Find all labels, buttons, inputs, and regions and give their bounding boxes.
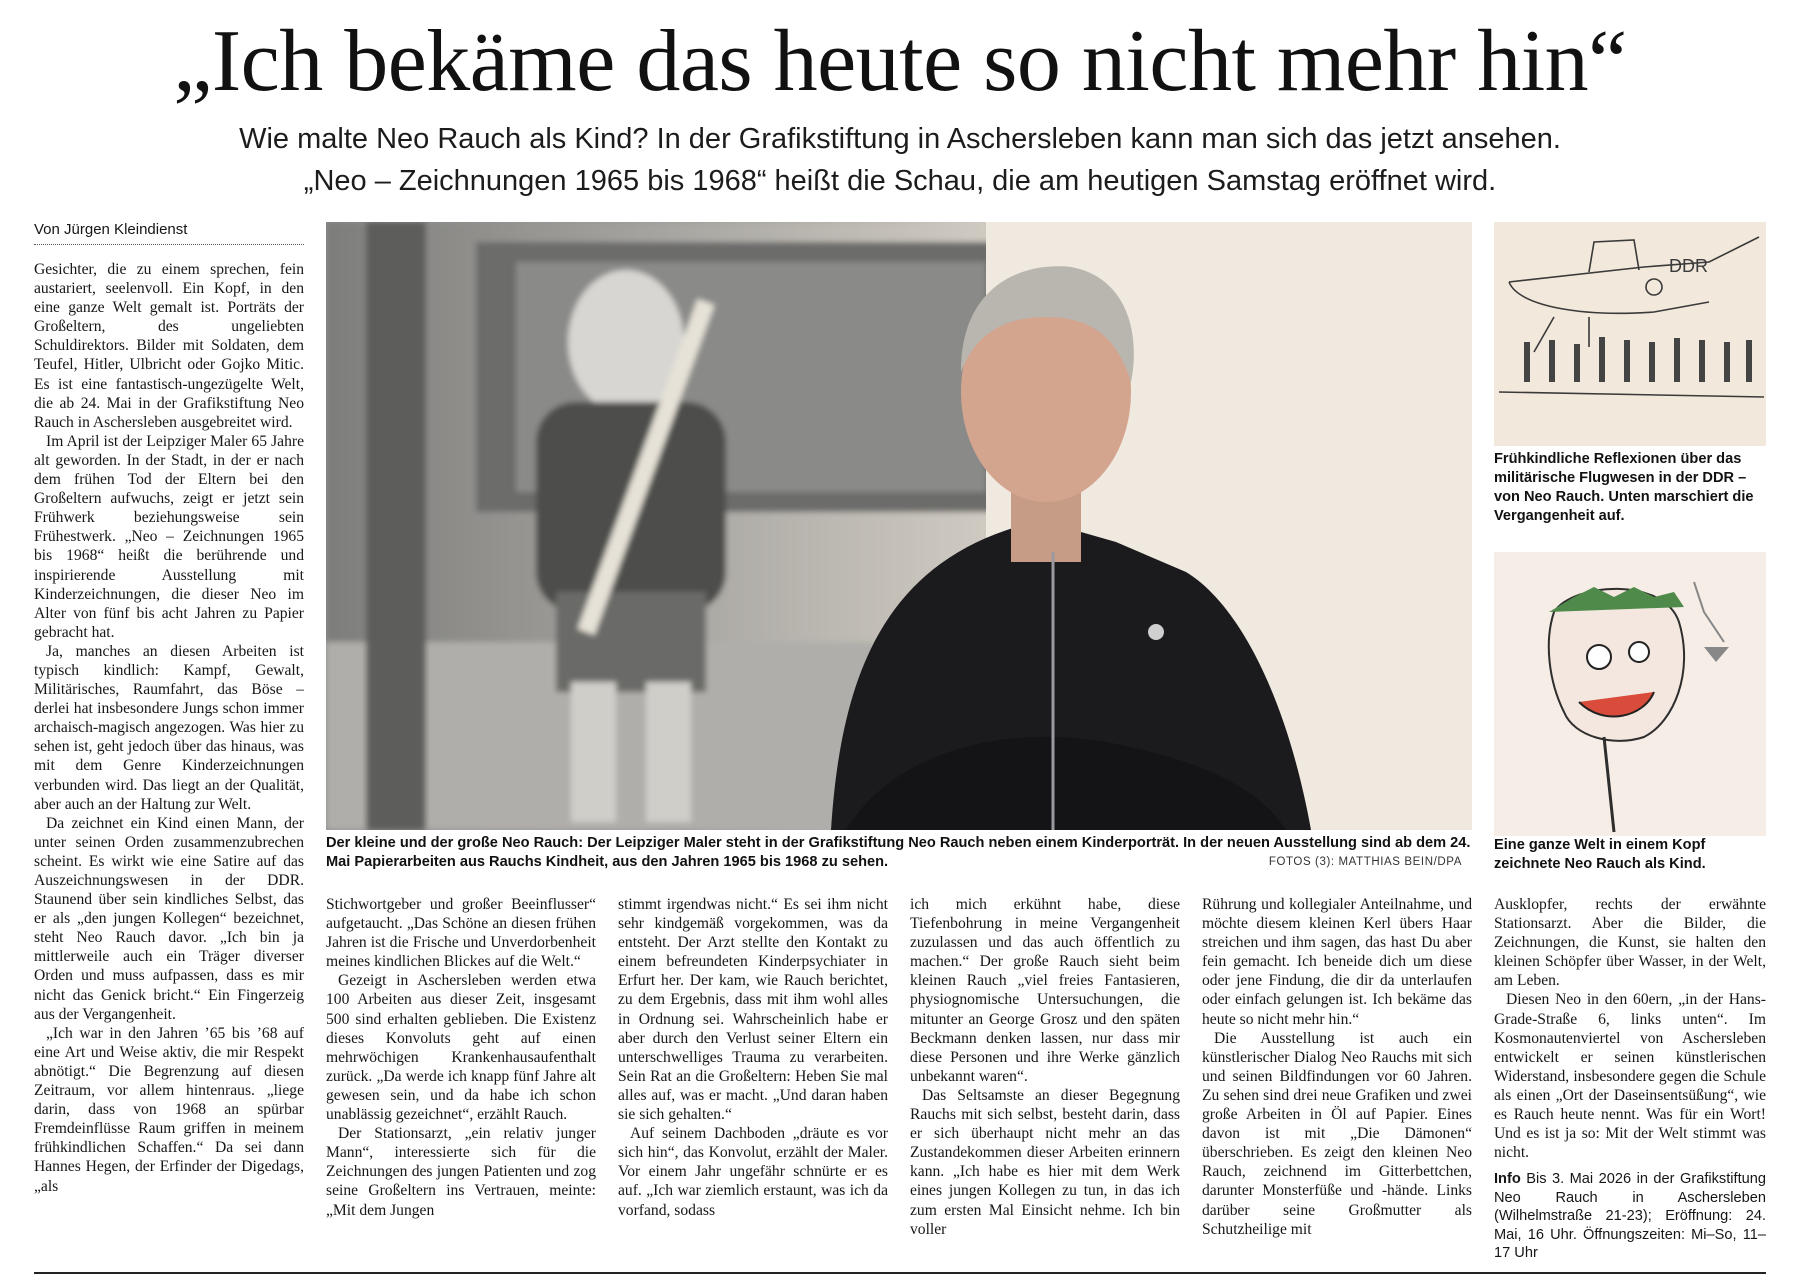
paragraph: Ja, manches an diesen Arbeiten ist typisch kindlich: Kampf, Gewalt, Militärisches, Raumfahrt, das Böse – derlei hat insbesondere Jungs schon immer archaisch-magisch angezogen. Was hier zu sehen ist, geht jedoch über das hinaus, was mit dem Genre Kinderzeichnungen verbunden wird. Das liegt an der Qualität, aber auch an der Haltung zur Welt. xyxy=(34,642,304,813)
main-photo-caption xyxy=(326,834,1472,872)
paragraph: Gezeigt in Aschersleben werden etwa 100 Arbeiten aus dieser Zeit, insgesamt 500 sind erhalten geblieben. Die Existenz dieses Konvoluts geht auf einen mehrwöchigen Krankenhausaufenthalt zurück. „Da werde ich knapp fünf Jahre alt gewesen sein, und da habe ich schon unablässig gezeichnet“, erzählt Rauch. xyxy=(326,972,596,1124)
main-photo xyxy=(326,222,1472,830)
side-photo-head-drawing xyxy=(1494,552,1766,836)
article-column-1 xyxy=(34,260,304,1274)
subheadline-line-2: „Neo – Zeichnungen 1965 bis 1968“ heißt die Schau, die am heutigen Samstag eröffnet wird. xyxy=(303,165,1497,197)
article-column-3 xyxy=(618,895,888,1275)
photo-credit: FOTOS (3): MATTHIAS BEIN/DPA xyxy=(1268,856,1462,868)
article-column-2 xyxy=(326,895,596,1275)
headline: „Ich bekäme das heute so nicht mehr hin“ xyxy=(173,13,1627,110)
paragraph: Auf seinem Dachboden „dräute es vor sich hin“, das Konvolut, erzählt der Maler. Vor einem Jahr ungefähr schnürte er es auf. „Ich war ziemlich erstaunt, was ich da vorfand, sodass xyxy=(618,1125,888,1219)
info-label: Info xyxy=(1494,1171,1521,1188)
paragraph: Ausklopfer, rechts der erwähnte Stationsarzt. Aber die Bilder, die Zeichnungen, die Kunst, sie halten den kleinen Schöpfer über Wasser, in der Welt, am Leben. xyxy=(1494,896,1766,990)
info-box xyxy=(1494,1170,1766,1263)
article-column-4 xyxy=(910,895,1180,1275)
paragraph: „Ich war in den Jahren ’65 bis ’68 auf eine Art und Weise aktiv, die mir Respekt abnötigt.“ Die Begrenzung auf diesen Zeitraum, vor allem hintenraus. „liege darin, dass von 1968 an spürbar Fremdeinflüsse Raum griffen in meinem frühkindlichen Schaffen.“ Da sei dann Hannes Hegen, der Erfinder der Digedags, „als xyxy=(34,1024,304,1195)
article-column-6 xyxy=(1494,895,1766,1275)
paragraph: Die Ausstellung ist auch ein künstlerischer Dialog Neo Rauchs mit sich und seinen Bildfindungen vor 60 Jahren. Zu sehen sind drei neue Grafiken und zwei große Arbeiten in Öl auf Papier. Eines davon ist mit „Die Dämonen“ überschrieben. Es zeigt den kleinen Neo Rauch, zeichnend im Gitterbettchen, darunter Monsterfüße und -hände. Links darüber seine Großmutter als Schutzheilige mit xyxy=(1202,1029,1472,1238)
paragraph: Diesen Neo in den 60ern, „in der Hans-Grade-Straße 6, links unten“. Im Kosmonautenviertel von Aschersleben entwickelt er seinen künstlerischen Widerstand, insbesondere gegen die Schule als einen „Ort der Daseinsentsüßung“, wie es Rauch heute nennt. Was für ein Wort! Und es ist ja so: Mit der Welt stimmt was nicht. xyxy=(1494,991,1766,1162)
article-column-5 xyxy=(1202,895,1472,1275)
drawing-text: DDR xyxy=(1669,256,1708,276)
paragraph: stimmt irgendwas nicht.“ Es sei ihm nicht sehr kindgemäß vorgekommen, was da entsteht. Der Arzt stellte den Kontakt zu einem befreundeten Kinderpsychiater in Erfurt her. Der kam, wie Rauch berichtet, zu dem Ergebnis, dass mit ihm wohl alles in Ordnung sei. Wahrscheinlich habe er aber durch den Verlust seiner Eltern ein unterschwelliges Trauma zu verarbeiten. Sein Rat an die Großeltern: Heben Sie mal alles auf, was er macht. „Und daran haben sie sich gehalten.“ xyxy=(618,896,888,1124)
info-text: Bis 3. Mai 2026 in der Grafikstiftung Neo Rauch in Aschersleben (Wilhelmstraße 21-23); Eröffnung: 24. Mai, 16 Uhr. Öffnungszeiten: Mi–So, 11–17 Uhr xyxy=(1494,1171,1766,1262)
paragraph: ich mich erkühnt habe, diese Tiefenbohrung in meine Vergangenheit zuzulassen und das auch öffentlich zu machen.“ Der große Rauch sieht beim kleinen Rauch „viel freies Fantasieren, physiognomische Untersuchungen, die mitunter an George Grosz und den späten Beckmann denken lassen, nur dass mir diese Personen und ihre Werke gänzlich unbekannt waren“. xyxy=(910,896,1180,1085)
subheadline xyxy=(60,118,1740,202)
paragraph: Das Seltsamste an dieser Begegnung Rauchs mit sich selbst, besteht darin, dass er sich überhaupt nicht mehr an das Zustandekommen dieser Arbeiten erinnern kann. „Ich habe es hier mit dem Werk eines jungen Kollegen zu tun, in das ich zum ersten Mal Einsicht nehme. Ich bin voller xyxy=(910,1086,1180,1238)
byline: Von Jürgen Kleindienst xyxy=(34,220,304,245)
paragraph: Im April ist der Leipziger Maler 65 Jahre alt geworden. In der Stadt, in der er nach dem frühen Tod der Eltern bei den Großeltern aufwuchs, zeigt er jetzt sein Frühwerk beziehungsweise sein Frühestwerk. „Neo – Zeichnungen 1965 bis 1968“ heißt die berührende und inspirierende Ausstellung mit Kinderzeichnungen, die dieser Neo im Alter von fünf bis acht Jahren zu Papier gebracht hat. xyxy=(34,432,304,641)
main-photo-caption-text: Der kleine und der große Neo Rauch: Der Leipziger Maler steht in der Grafikstiftung Neo Rauch neben einem Kinderporträt. In der neuen Ausstellung sind ab dem 24. Mai Papierarbeiten aus Rauchs Kindheit, aus den Jahren 1965 bis 1968 zu sehen. xyxy=(326,835,1471,870)
paragraph: Stichwortgeber und großer Beeinflusser“ aufgetaucht. „Das Schöne an diesen frühen Jahren ist die Frische und Unverdorbenheit meines kindlichen Blickes auf die Welt.“ xyxy=(326,896,596,971)
subheadline-line-1: Wie malte Neo Rauch als Kind? In der Grafikstiftung in Aschersleben kann man sich das jetzt ansehen. xyxy=(239,123,1561,155)
bottom-rule xyxy=(34,1272,1766,1274)
side-photo-airplane-drawing xyxy=(1494,222,1766,446)
paragraph: Rührung und kollegialer Anteilnahme, und möchte diesem kleinen Kerl übers Haar streichen und ihm sagen, das hast Du aber fein gemacht. Ich beneide dich um diese oder jene Findung, die dir da unterlaufen oder einfach gelungen ist. Ich bekäme das heute so nicht mehr hin.“ xyxy=(1202,896,1472,1028)
paragraph: Der Stationsarzt, „ein relativ junger Mann“, interessierte sich für die Zeichnungen des jungen Patienten und zog seine Großeltern ins Vertrauen, meinte: „Mit dem Jungen xyxy=(326,1125,596,1219)
side-photo-1-caption: Frühkindliche Reflexionen über das militärische Flugwesen in der DDR – von Neo Rauch. Unten marschiert die Vergangenheit auf. xyxy=(1494,451,1754,524)
side-photo-2-caption: Eine ganze Welt in einem Kopf zeichnete Neo Rauch als Kind. xyxy=(1494,837,1706,872)
paragraph: Da zeichnet ein Kind einen Mann, der unter seinen Orden zusammenzubrechen scheint. Es wirkt wie eine Satire auf das Auszeichnungswesen in der DDR. Staunend über sein kindliches Selbst, das er als „den jungen Kollegen“ bezeichnet, steht Neo Rauch davor. „Ich bin ja mittlerweile auch ein Träger diverser Orden und muss aufpassen, dass es mir nicht das Genick bricht.“ Ein Fingerzeig aus der Vergangenheit. xyxy=(34,814,304,1023)
paragraph: Gesichter, die zu einem sprechen, fein austariert, seelenvoll. Ein Kopf, in den eine ganze Welt gemalt ist. Porträts der Großeltern, des ungeliebten Schuldirektors. Bilder mit Soldaten, dem Teufel, Hitler, Ulbricht oder Gojko Mitic. Es ist eine fantastisch-ungezügelte Welt, die ab 24. Mai in der Grafikstiftung Neo Rauch in Aschersleben ausgebreitet wird. xyxy=(34,261,304,431)
